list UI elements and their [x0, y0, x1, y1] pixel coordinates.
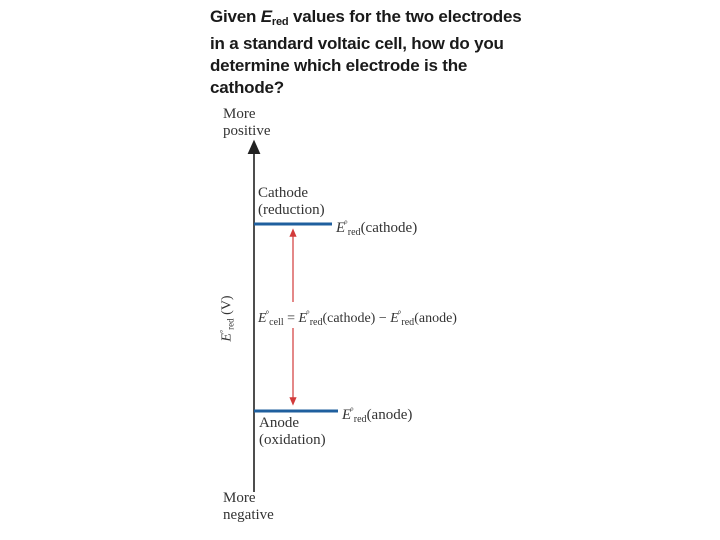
cathode-value	[336, 216, 417, 241]
eq-lhs-sup: °	[265, 309, 270, 319]
eq-t2-sub: red	[401, 317, 415, 328]
question-part1: Given	[210, 7, 261, 26]
anode-label-line1: Anode	[259, 415, 299, 431]
axis-title	[219, 295, 236, 341]
cathode-label-line1: Cathode	[258, 185, 308, 201]
anode-value-sup: °	[350, 406, 354, 416]
eq-t2-text: (anode)	[414, 311, 457, 326]
question-part2: values for the two electrodes in a standard voltaic cell, how do you determine which electrode is the cathode?	[210, 7, 522, 97]
axis-title-sup: °	[218, 329, 228, 334]
cell-potential-equation	[258, 306, 457, 331]
eq-t1-e: E	[298, 311, 308, 326]
cathode-value-sub: red	[347, 227, 361, 238]
eq-lhs-sub: cell	[269, 317, 284, 328]
axis-bottom-label	[223, 490, 274, 524]
question-e-subscript: red	[271, 16, 289, 28]
anode-value-text: (anode)	[366, 407, 413, 423]
axis-bottom-label-line2: negative	[223, 507, 274, 523]
anode-value-sub: red	[353, 414, 367, 425]
eq-t2-sup: °	[397, 309, 402, 319]
anode-label-line2: (oxidation)	[259, 432, 326, 448]
axis-title-unit: (V)	[219, 295, 235, 319]
eq-t1-text: (cathode)	[322, 311, 376, 326]
anode-value	[342, 403, 412, 428]
eq-lhs-e: E	[258, 311, 267, 326]
axis-top-label	[223, 106, 271, 140]
eq-equals: =	[283, 311, 299, 326]
axis-bottom-label-line1: More	[223, 490, 256, 506]
axis-top-label-line2: positive	[223, 123, 271, 139]
cathode-value-e: E	[336, 220, 346, 236]
cathode-value-text: (cathode)	[360, 220, 418, 236]
cathode-label	[258, 185, 325, 219]
axis-title-sub: red	[225, 318, 236, 330]
eq-t2-e: E	[390, 311, 399, 326]
anode-label	[259, 415, 326, 449]
cathode-value-sup: °	[344, 219, 348, 229]
cathode-label-line2: (reduction)	[258, 202, 325, 218]
axis-top-label-line1: More	[223, 106, 256, 122]
axis-title-e: E	[219, 333, 235, 342]
anode-value-e: E	[342, 407, 352, 423]
eq-t1-sub: red	[309, 317, 323, 328]
eq-t1-sup: °	[306, 309, 310, 319]
question-e-symbol: E	[260, 7, 272, 26]
eq-minus: −	[375, 311, 391, 326]
